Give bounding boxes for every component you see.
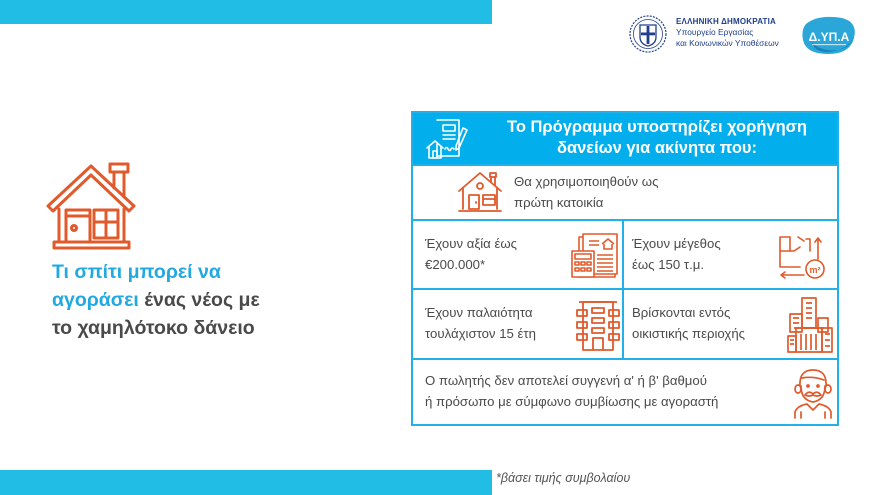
eligibility-card — [411, 111, 839, 426]
heading-accent-word: αγοράσει — [52, 289, 139, 311]
criterion-first-residence — [413, 164, 837, 219]
criterion-size — [624, 221, 836, 288]
criterion-line-1: Ο πωλητής δεν αποτελεί συγγενή α' ή β' βαθμού — [425, 373, 707, 388]
apartment-building-icon — [575, 298, 621, 352]
criterion-line-2: τουλάχιστον 15 έτη — [425, 326, 536, 341]
header-logos — [628, 10, 868, 62]
card-header — [413, 113, 837, 164]
svg-text:m²: m² — [809, 265, 821, 275]
criterion-line-1: Έχουν παλαιότητα — [425, 305, 533, 320]
criterion-line-2: έως 150 τ.μ. — [632, 257, 704, 272]
criterion-age — [413, 290, 624, 358]
criterion-text — [425, 370, 718, 412]
card-title-line-1: Το Πρόγραμμα υποστηρίζει χορήγηση — [506, 118, 808, 136]
heading-accent-line-1: Τι σπίτι μπορεί να — [52, 261, 221, 283]
criterion-text — [632, 233, 721, 275]
footnote: *βάσει τιμής συμβολαίου — [496, 471, 631, 485]
floorplan-m2-icon — [776, 233, 828, 281]
svg-text:Δ.ΥΠ.Α: Δ.ΥΠ.Α — [808, 30, 850, 44]
card-title — [485, 117, 829, 159]
heading-line-3: το χαμηλότοκο δάνειο — [52, 317, 255, 339]
criterion-location — [624, 290, 836, 358]
ministry-title: ΕΛΛΗΝΙΚΗ ΔΗΜΟΚΡΑΤΙΑ — [676, 17, 776, 26]
criterion-text — [632, 302, 745, 344]
criterion-line-1: Θα χρησιμοποιηθούν ως — [514, 174, 659, 189]
house-icon — [44, 160, 139, 250]
contract-house-icon — [425, 116, 473, 162]
criterion-value — [413, 221, 624, 288]
heading-rest-line-2: ένας νέος με — [138, 289, 260, 311]
criterion-text — [425, 233, 517, 275]
ministry-line-1: Υπουργείο Εργασίας — [676, 27, 754, 37]
criterion-line-2: πρώτη κατοικία — [514, 195, 604, 210]
bottom-accent-bar — [0, 470, 492, 495]
criterion-seller-not-relative — [413, 358, 837, 423]
city-buildings-icon — [786, 296, 834, 354]
criteria-row-age-location — [413, 288, 837, 358]
criterion-line-1: Έχουν αξία έως — [425, 236, 517, 251]
criteria-row-value-size — [413, 219, 837, 288]
criterion-line-2: ή πρόσωπο με σύμφωνο συμβίωσης με αγοραστή — [425, 394, 719, 409]
criterion-line-1: Έχουν μέγεθος — [632, 236, 721, 251]
man-mustache-icon — [791, 366, 835, 420]
criterion-text — [514, 171, 658, 213]
card-title-line-2: δανείων για ακίνητα που: — [556, 139, 758, 157]
top-accent-bar — [0, 0, 492, 24]
left-heading — [52, 258, 352, 342]
greek-emblem-icon — [628, 14, 668, 54]
criterion-line-1: Βρίσκονται εντός — [632, 305, 731, 320]
ministry-text — [676, 16, 779, 49]
dypa-logo-icon — [798, 12, 860, 58]
criterion-line-2: οικιστικής περιοχής — [632, 326, 746, 341]
criterion-line-2: €200.000* — [425, 257, 486, 272]
house-icon — [456, 169, 504, 215]
ministry-line-2: και Κοινωνικών Υποθέσεων — [676, 38, 779, 48]
criterion-text — [425, 302, 536, 344]
calculator-document-icon — [569, 233, 619, 279]
